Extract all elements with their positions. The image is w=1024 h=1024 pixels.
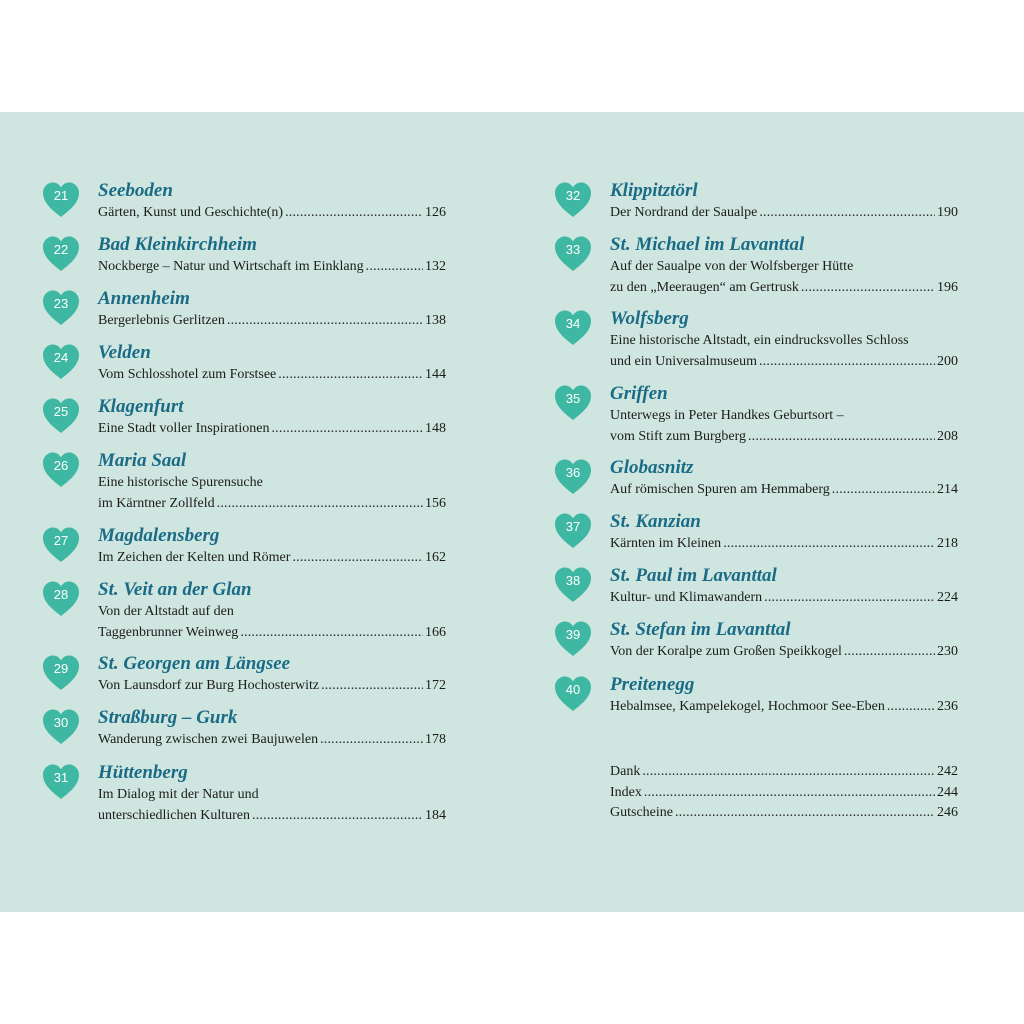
dot-leader [748, 427, 935, 448]
tour-title[interactable]: Bad Kleinkirchheim [98, 234, 257, 255]
description-line [610, 480, 958, 501]
tour-description [98, 473, 446, 514]
heart-icon [42, 452, 80, 488]
toc-page [0, 112, 1024, 912]
tour-number: 34 [565, 316, 581, 331]
heart-icon [42, 527, 80, 563]
dot-leader [252, 806, 423, 827]
dot-leader [759, 203, 935, 224]
back-matter-label: Dank [610, 764, 641, 779]
tour-description [98, 676, 446, 697]
tour-title[interactable]: St. Veit an der Glan [98, 579, 252, 600]
description-text: Im Zeichen der Kelten und Römer [98, 550, 291, 565]
heart-icon [554, 513, 592, 549]
heart-icon [554, 236, 592, 272]
description-line [98, 548, 446, 569]
page-number[interactable]: 218 [937, 536, 958, 551]
dot-leader [764, 588, 935, 609]
description-text: und ein Universalmuseum [610, 353, 757, 369]
dot-leader [723, 534, 935, 555]
tour-number: 33 [565, 242, 581, 257]
heart-icon [554, 567, 592, 603]
tour-number: 28 [53, 587, 69, 602]
dot-leader [321, 676, 423, 697]
tour-number: 23 [53, 296, 69, 311]
tour-description [98, 203, 446, 224]
dot-leader [240, 623, 423, 644]
dot-leader [285, 203, 423, 224]
description-text: Im Dialog mit der Natur und [98, 787, 259, 802]
description-text: Auf der Saualpe von der Wolfsberger Hütte [610, 259, 854, 274]
tour-number: 27 [53, 533, 69, 548]
page-number[interactable]: 138 [425, 313, 446, 328]
dot-leader [292, 548, 423, 569]
description-text: Gärten, Kunst und Geschichte(n) [98, 205, 284, 220]
description-line [98, 257, 446, 278]
description-line [98, 494, 446, 515]
tour-description [98, 311, 446, 332]
tour-number: 29 [53, 661, 69, 676]
tour-description [610, 480, 958, 501]
heart-icon [42, 764, 80, 800]
page-number[interactable]: 246 [937, 805, 958, 820]
tour-title[interactable]: Velden [98, 342, 151, 363]
description-text: Eine historische Spurensuche [98, 475, 263, 490]
page-number[interactable]: 236 [937, 699, 958, 714]
page-number[interactable]: 178 [425, 732, 446, 747]
tour-description [98, 419, 446, 440]
tour-title[interactable]: Straßburg – Gurk [98, 707, 238, 728]
page-number[interactable]: 230 [937, 644, 958, 659]
tour-title[interactable]: Maria Saal [98, 450, 187, 471]
page-number[interactable]: 126 [425, 205, 446, 220]
description-line [98, 602, 446, 623]
description-line [98, 203, 446, 224]
back-matter-item[interactable] [610, 762, 958, 783]
tour-title[interactable]: Wolfsberg [610, 308, 689, 329]
description-line [610, 427, 958, 448]
page-number[interactable]: 132 [425, 259, 446, 274]
description-line [610, 642, 958, 663]
heart-icon [554, 621, 592, 657]
heart-icon [554, 182, 592, 218]
description-text: Vom Schlosshotel zum Forstsee [98, 367, 277, 382]
description-text: zu den „Meeraugen“ am Gertrusk [610, 279, 799, 295]
description-text: Eine historische Altstadt, ein eindrucksvolles Schloss [610, 333, 909, 348]
heart-icon [554, 676, 592, 712]
description-line [98, 676, 446, 697]
dot-leader [801, 278, 935, 299]
description-line [98, 785, 446, 806]
description-text: Hebalmsee, Kampelekogel, Hochmoor See-Eben [610, 699, 885, 714]
tour-number: 37 [565, 519, 581, 534]
dot-leader [642, 762, 935, 783]
tour-description [98, 365, 446, 386]
tour-number: 22 [53, 242, 69, 257]
tour-number: 35 [565, 391, 581, 406]
back-matter-item[interactable] [610, 803, 958, 824]
tour-description [98, 602, 446, 643]
description-text: Von der Koralpe zum Großen Speikkogel [610, 644, 842, 659]
page-number[interactable]: 156 [425, 495, 446, 511]
tour-number: 31 [53, 770, 69, 785]
tour-description [610, 406, 958, 447]
page-number[interactable]: 196 [937, 279, 958, 295]
description-line [610, 588, 958, 609]
tour-description [610, 697, 958, 718]
tour-description [610, 257, 958, 298]
description-line [610, 331, 958, 352]
dot-leader [644, 783, 935, 804]
description-line [98, 365, 446, 386]
tour-description [98, 257, 446, 278]
description-text: Der Nordrand der Saualpe [610, 205, 758, 220]
page-number[interactable]: 166 [425, 624, 446, 640]
description-line [610, 203, 958, 224]
description-text: Kärnten im Kleinen [610, 536, 722, 551]
heart-icon [42, 344, 80, 380]
dot-leader [759, 352, 935, 373]
tour-description [610, 331, 958, 372]
tour-title[interactable]: St. Paul im Lavanttal [610, 565, 777, 586]
tour-description [610, 203, 958, 224]
tour-description [610, 534, 958, 555]
heart-icon [554, 385, 592, 421]
description-text: vom Stift zum Burgberg [610, 428, 746, 444]
description-line [610, 697, 958, 718]
description-line [98, 473, 446, 494]
tour-description [98, 548, 446, 569]
tour-number: 30 [53, 715, 69, 730]
page-number[interactable]: 148 [425, 421, 446, 436]
page-number[interactable]: 162 [425, 550, 446, 565]
description-text: Kultur- und Klimawandern [610, 590, 763, 605]
tour-number: 24 [53, 350, 69, 365]
description-text: Auf römischen Spuren am Hemmaberg [610, 482, 830, 497]
tour-title[interactable]: Annenheim [98, 288, 190, 309]
tour-number: 32 [565, 188, 581, 203]
description-text: Von der Altstadt auf den [98, 604, 234, 619]
dot-leader [675, 803, 935, 824]
tour-title[interactable]: Globasnitz [610, 457, 694, 478]
tour-number: 36 [565, 465, 581, 480]
dot-leader [227, 311, 423, 332]
heart-icon [42, 236, 80, 272]
description-line [610, 278, 958, 299]
description-line [610, 406, 958, 427]
description-line [98, 311, 446, 332]
heart-icon [42, 709, 80, 745]
tour-number: 39 [565, 627, 581, 642]
tour-number: 21 [53, 188, 69, 203]
description-text: Von Launsdorf zur Burg Hochosterwitz [98, 678, 320, 693]
heart-icon [42, 581, 80, 617]
description-text: Wanderung zwischen zwei Baujuwelen [98, 732, 319, 747]
tour-number: 25 [53, 404, 69, 419]
tour-title[interactable]: Klippitztörl [610, 180, 698, 201]
description-line [98, 419, 446, 440]
description-text: Eine Stadt voller Inspirationen [98, 421, 270, 436]
dot-leader [887, 697, 935, 718]
page-number[interactable]: 144 [425, 367, 446, 382]
description-line [610, 352, 958, 373]
tour-title[interactable]: Klagenfurt [98, 396, 184, 417]
description-text: Taggenbrunner Weinweg [98, 624, 239, 640]
dot-leader [832, 480, 935, 501]
dot-leader [278, 365, 423, 386]
page-number[interactable]: 208 [937, 428, 958, 444]
page-number[interactable]: 244 [937, 784, 958, 800]
description-line [610, 257, 958, 278]
heart-icon [42, 655, 80, 691]
dot-leader [366, 257, 423, 278]
tour-title[interactable]: Magdalensberg [98, 525, 220, 546]
page-number[interactable]: 172 [425, 678, 446, 693]
back-matter-label: Index [610, 784, 642, 800]
tour-title[interactable]: St. Kanzian [610, 511, 701, 532]
dot-leader [271, 419, 423, 440]
description-text: Nockberge – Natur und Wirtschaft im Einklang [98, 259, 364, 274]
tour-title[interactable]: St. Michael im Lavanttal [610, 234, 805, 255]
heart-icon [554, 310, 592, 346]
back-matter-label: Gutscheine [610, 805, 673, 820]
heart-icon [42, 182, 80, 218]
page-number[interactable]: 184 [425, 807, 446, 823]
tour-title[interactable]: St. Stefan im Lavanttal [610, 619, 791, 640]
tour-number: 26 [53, 458, 69, 473]
page-number[interactable]: 224 [937, 590, 958, 605]
tour-title[interactable]: Hüttenberg [98, 762, 188, 783]
tour-title[interactable]: Preitenegg [610, 674, 695, 695]
tour-description [610, 642, 958, 663]
tour-number: 38 [565, 573, 581, 588]
heart-icon [554, 459, 592, 495]
description-line [98, 730, 446, 751]
tour-title[interactable]: Seeboden [98, 180, 173, 201]
tour-description [98, 730, 446, 751]
page-number[interactable]: 200 [937, 353, 958, 369]
dot-leader [320, 730, 423, 751]
dot-leader [844, 642, 935, 663]
description-text: Unterwegs in Peter Handkes Geburtsort – [610, 408, 844, 423]
tour-description [98, 785, 446, 826]
page-number[interactable]: 242 [937, 764, 958, 779]
tour-title[interactable]: Griffen [610, 383, 668, 404]
heart-icon [42, 398, 80, 434]
description-text: Bergerlebnis Gerlitzen [98, 313, 225, 328]
page-number[interactable]: 190 [937, 205, 958, 220]
dot-leader [217, 494, 423, 515]
heart-icon [42, 290, 80, 326]
description-text: im Kärntner Zollfeld [98, 495, 215, 511]
tour-description [610, 588, 958, 609]
description-line [610, 534, 958, 555]
description-line [98, 623, 446, 644]
tour-title[interactable]: St. Georgen am Längsee [98, 653, 291, 674]
page-number[interactable]: 214 [937, 482, 958, 497]
back-matter-item[interactable] [610, 783, 958, 804]
tour-number: 40 [565, 682, 581, 697]
back-matter-list [610, 762, 958, 824]
description-line [98, 806, 446, 827]
description-text: unterschiedlichen Kulturen [98, 807, 251, 823]
